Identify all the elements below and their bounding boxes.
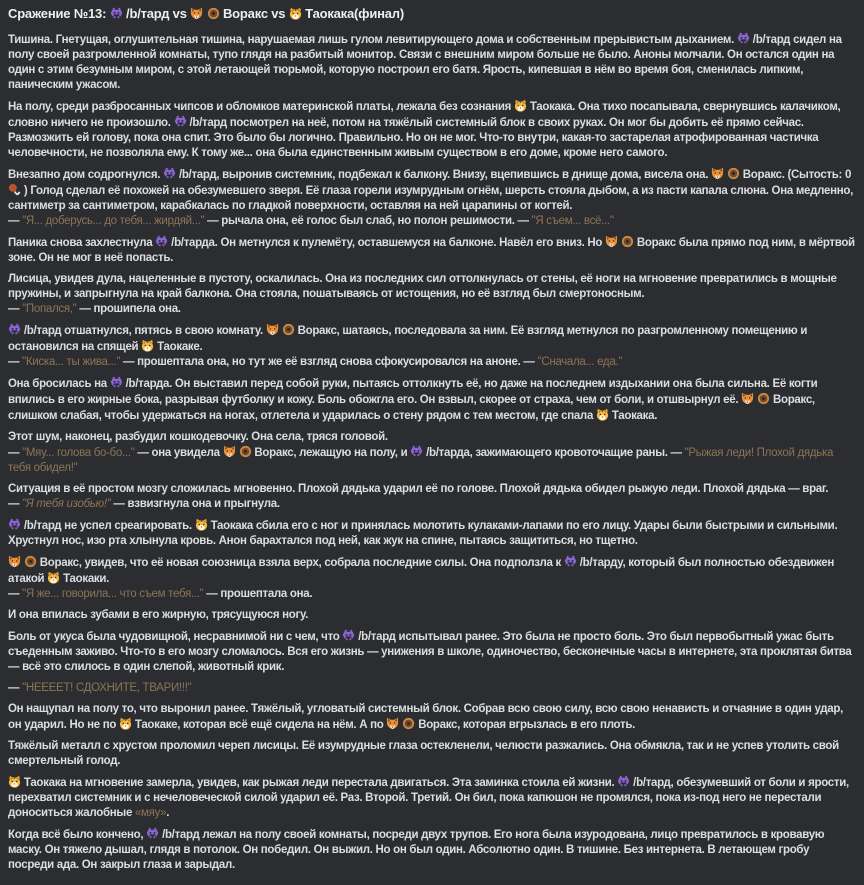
narration-text: Она бросилась на <box>8 378 110 390</box>
narration-text: Воракс, увидев, что её новая союзница взяла верх, собрала последние силы. Она подползла к <box>36 557 564 569</box>
narration-text: Этот шум, наконец, разбудил кошкодевочку. Она села, тряся головой. <box>8 431 388 443</box>
narration-text: /b/тард vs <box>122 6 191 21</box>
paragraph <box>8 608 856 623</box>
narration-text: Таокака. Она тихо посапывала, свернувшись калачиком, словно ничего не произошло. <box>8 101 841 129</box>
paragraph <box>8 272 856 317</box>
fox-icon <box>266 323 279 336</box>
narration-text: Таокаки. <box>60 573 110 585</box>
narration-text: Воракс. (Сытость: 0 <box>739 169 852 181</box>
quote-text: "Мяу... голова бо-бо..." <box>22 447 135 459</box>
tiger-icon <box>47 571 60 584</box>
paragraph <box>8 518 856 549</box>
narration-text: /b/тарду, который был полностью обездвижен атакой <box>8 557 834 585</box>
fox-icon <box>605 235 618 248</box>
paragraph <box>8 702 856 733</box>
narration-text: /b/тарда. Он метнулся к пулемёту, оставшемуся на балконе. Навёл его вниз. Но <box>168 237 606 249</box>
alien-monster-icon <box>8 323 21 336</box>
alien-monster-icon <box>174 115 187 128</box>
donut-icon <box>24 555 37 568</box>
narration-text: /b/тард лежал на полу своей комнаты, посреди двух трупов. Его нога была изуродована, лицо превратилось в кровавую маску. Он тяжело дышал, глядя в потолок. Он победил. Он выжил. Но он был один. Абсолютно один. В тишине. Без интернета. В летающем гробу посреди ада. Он закрыл глаза и зарыдал. <box>8 829 825 871</box>
paragraph <box>8 323 856 370</box>
paragraph <box>8 376 856 424</box>
battle-title <box>8 5 856 22</box>
narration-text: Воракс была прямо под ним, в мёртвой зоне. Он не мог в неё попасть. <box>8 237 855 264</box>
narration-text: Таокака. <box>608 410 658 422</box>
quote-text: "Я тебя изобью!" <box>22 498 111 510</box>
fox-icon <box>386 717 399 730</box>
narration-text: Ситуация в её простом мозгу сложилась мгновенно. Плохой дядька ударил её по голове. Плохой дядька обидел рыжую леди. Плохой дядька — враг. <box>8 483 829 495</box>
narration-text: Он нащупал на полу то, что выронил ранее. Тяжёлый, угловатый системный блок. Собрав всю свою силу, всю свою ненависть и отчаяние в один удар, он ударил. Но не по <box>8 703 843 731</box>
paragraph <box>8 739 856 769</box>
tiger-icon <box>119 717 132 730</box>
narration-text: Внезапно дом содрогнулся. <box>8 169 164 181</box>
narration-text: Лисица, увидев дула, нацеленные в пустоту, оскалилась. Она из последних сил оттолкнулась от стены, её ноги на мгновение превратились в мощные пружины, и запрыгнула на край балкона. Она стояла, пошатываясь от истощения, но её взгляд был смертоносным. <box>8 273 837 300</box>
donut-icon <box>207 7 220 20</box>
narration-text: Таокака на мгновение замерла, увидев, как рыжая леди перестала двигаться. Эта заминка стоила ей жизни. <box>21 777 618 789</box>
alien-monster-icon <box>163 167 176 180</box>
narration-text: /b/тард сидел на полу своей разгромленной комнаты, тупо глядя на разбитый монитор. Связи с внешним миром больше не было. Аноны молчали. Он остался один на один с этим безумным миром, с этой летающей тюрьмой, которую построил его батя. Ярость, кипевшая в нём во время боя, сменилась липким, паническим ужасом. <box>8 34 842 91</box>
narration-text: /b/тард, выронив системник, подбежал к балкону. Внизу, вцепившись в днище дома, висела она. <box>176 169 711 181</box>
donut-icon <box>621 235 634 248</box>
narration-text: /b/тарда. Он выставил перед собой руки, пытаясь оттолкнуть её, но даже на последнем издыхании она была сильна. Её когти впились в его жирные бока, разрывая футболку и кожу. Боль обожгла его. Он взвыл, скорее от страха, чем от боли, и отшвырнул её. <box>8 378 818 406</box>
narration-text: /b/тард отшатнулся, пятясь в свою комнату. <box>21 325 266 337</box>
paragraph <box>8 99 856 161</box>
tiger-icon <box>141 339 154 352</box>
narration-text: — <box>8 682 23 694</box>
narration-text: Таокака(финал) <box>301 6 404 21</box>
story-content <box>8 32 856 873</box>
narration-text: Когда всё было кончено, <box>8 829 147 841</box>
narration-text: На полу, среди разбросанных чипсов и обломков материнской платы, лежала без сознания <box>8 101 514 113</box>
quote-text: "Я же... говорила... что съем тебя..." <box>22 588 204 600</box>
narration-text: . <box>166 807 170 819</box>
narration-text: /b/тард, обезумевший от боли и ярости, перехватил системник и с нечеловеческой силой ударил её. Раз. Второй. Третий. Он бил, пока капюшон не промялся, пока из-под него не перестали доноситься жалобные <box>8 777 849 819</box>
quote-text: «мяу» <box>134 807 167 819</box>
alien-monster-icon <box>342 629 355 642</box>
paragraph <box>8 32 856 93</box>
narration-text: Воракс, которая вгрызлась в его плоть. <box>415 719 635 731</box>
narration-text: /b/тард испытывал ранее. Это была не просто боль. Это был первобытный ужас быть съеденным заживо. Что-то в его мозгу сломалось. Вся его жизнь — унижения в школе, одиночество, бесконечные часы в интернете, эта проклятая битва — всё это слилось в один слепой, животный крик. <box>8 631 852 673</box>
narration-text: Тишина. Гнетущая, оглушительная тишина, нарушаемая лишь гулом левитирующего дома и собственным прерывистым дыханием. <box>8 34 737 46</box>
paragraph <box>8 235 856 266</box>
alien-monster-icon <box>8 518 21 531</box>
alien-monster-icon <box>146 827 159 840</box>
narration-text: — <box>8 498 23 510</box>
quote-text: "Я... доберусь... до тебя... жирдяй..." <box>22 215 205 227</box>
narration-text: Воракс, слишком слабая, чтобы удержаться на ногах, отлетела и ударилась о стену рядом с тем местом, где спала <box>8 394 815 422</box>
fox-icon <box>223 445 236 458</box>
narration-text: — <box>8 356 23 368</box>
paragraph <box>8 430 856 476</box>
tiger-icon <box>596 408 609 421</box>
narration-text: — рычала она, её голос был слаб, но полон решимости. — <box>204 215 532 227</box>
narration-text: Воракс vs <box>219 6 289 21</box>
narration-text: /b/тард посмотрел на неё, потом на тяжёлый системный блок в своих руках. Он мог бы добить её прямо сейчас. Размозжить ей голову, пока она спит. Это было бы логично. Правильно. Но он не мог. Что-то внутри, какая-то застарелая атрофированная частичка человечности, не позволяла ему. К тому же... она была единственным живым существом в его доме, кроме него самого. <box>8 117 819 159</box>
narration-text: — она увидела <box>134 447 223 459</box>
quote-text: "Сначала... еда." <box>537 356 623 368</box>
donut-icon <box>282 323 295 336</box>
donut-icon <box>239 445 252 458</box>
paragraph <box>8 827 856 873</box>
alien-monster-icon <box>155 235 168 248</box>
narration-text: Сражение №13: <box>8 6 110 21</box>
narration-text: — <box>8 588 23 600</box>
narration-text: Паника снова захлестнула <box>8 237 156 249</box>
quote-text: "Киска... ты жива..." <box>22 356 121 368</box>
narration-text: Таокаке, которая всё ещё сидела на нём. А по <box>132 719 387 731</box>
narration-text: — прошептала она. <box>203 588 313 600</box>
donut-icon <box>727 167 740 180</box>
alien-monster-icon <box>617 775 630 788</box>
narration-text: ) Голод сделал её похожей на обезумевшего зверя. Её глаза горели изумрудным огнём, шерсть стояла дыбом, а из пасти капала слюна. Она медленно, сантиметр за сантиметром, карабкалась по гладкой поверхности, оставляя на ней царапины от когтей. <box>8 185 854 212</box>
tiger-icon <box>8 775 21 788</box>
tiger-icon <box>289 7 302 20</box>
fox-icon <box>711 167 724 180</box>
narration-text: Таокаке. <box>154 341 203 353</box>
quote-text: "Попался," <box>22 303 77 315</box>
narration-text: Воракс, лежащую на полу, и <box>251 447 411 459</box>
alien-monster-icon <box>564 555 577 568</box>
paragraph <box>8 775 856 821</box>
paragraph <box>8 167 856 229</box>
paragraph <box>8 482 856 512</box>
narration-text: — <box>8 447 23 459</box>
quote-text: "Рыжая леди! Плохой дядька тебя обидел!" <box>8 447 834 474</box>
narration-text: — <box>8 303 23 315</box>
fox-icon <box>8 555 21 568</box>
alien-monster-icon <box>410 445 423 458</box>
narration-text: — прошептала она, но тут же её взгляд снова сфокусировался на аноне. — <box>120 356 538 368</box>
alien-monster-icon <box>110 7 123 20</box>
paragraph <box>8 681 856 696</box>
narration-text: — <box>8 215 23 227</box>
donut-icon <box>402 717 415 730</box>
fox-icon <box>190 7 203 20</box>
narration-text: /b/тард не успел среагировать. <box>21 520 195 532</box>
paragraph <box>8 555 856 602</box>
paragraph <box>8 629 856 675</box>
narration-text: И она впилась зубами в его жирную, трясущуюся ногу. <box>8 609 309 621</box>
narration-text: Тяжёлый металл с хрустом проломил череп лисицы. Её изумрудные глаза остекленели, челюсти разжались. Она обмякла, так и не успев утолить свой смертельный голод. <box>8 740 839 767</box>
narration-text: Воракс, шатаясь, последовала за ним. Её взгляд метнулся по разгромленному помещению и остановился на спящей <box>8 325 808 353</box>
narration-text: Таокака сбила его с ног и принялась молотить кулаками-лапами по его лицу. Удары были быстрыми и сильными. Хрустнул нос, изо рта хлынула кровь. Анон барахтался под ней, как жук на спине, пытаясь защититься, но тщетно. <box>8 520 838 547</box>
narration-text: /b/тарда, зажимающего кровоточащие раны. — <box>423 447 685 459</box>
quote-text: "Я съем... всё..." <box>531 215 614 227</box>
narration-text: Боль от укуса была чудовищной, несравнимой ни с чем, что <box>8 631 343 643</box>
fox-icon <box>741 392 754 405</box>
drumstick-icon <box>8 183 21 196</box>
quote-text: "НЕЕЕЕТ! СДОХНИТЕ, ТВАРИ!!!" <box>22 682 192 694</box>
narration-text: — взвизгнула она и прыгнула. <box>110 498 280 510</box>
tiger-icon <box>195 518 208 531</box>
alien-monster-icon <box>110 376 123 389</box>
alien-monster-icon <box>737 32 750 45</box>
donut-icon <box>757 392 770 405</box>
tiger-icon <box>514 99 527 112</box>
narration-text: — прошипела она. <box>76 303 181 315</box>
